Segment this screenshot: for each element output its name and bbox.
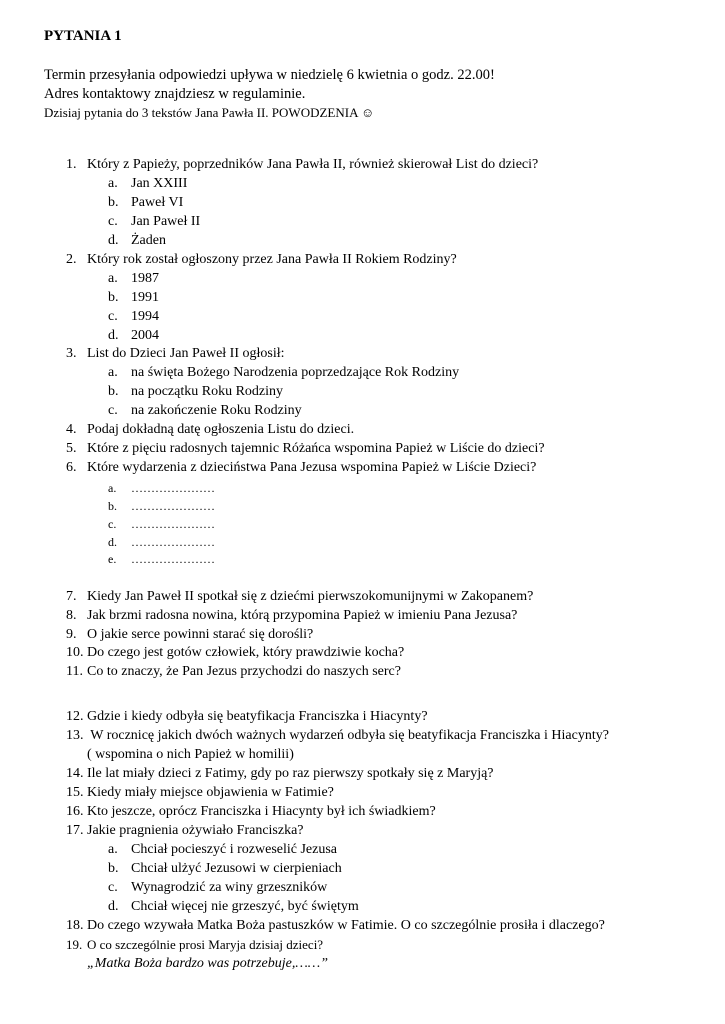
- question-17-option-c: c. Wynagrodzić za winy grzeszników: [108, 880, 328, 895]
- question-text: Które z pięciu radosnych tajemnic Różańca wspomina Papież w Liście do dzieci?: [87, 441, 545, 456]
- question-1-option-c: c. Jan Paweł II: [108, 214, 201, 229]
- question-text: List do Dzieci Jan Paweł II ogłosił:: [87, 346, 285, 361]
- question-1-option-d: d. Żaden: [108, 233, 166, 248]
- question-16: 16. Kto jeszcze, oprócz Franciszka i Hiacynty był ich świadkiem?: [66, 804, 436, 819]
- question-text: Który z Papieży, poprzedników Jana Pawła II, również skierował List do dzieci?: [87, 157, 539, 172]
- question-6: 6. Które wydarzenia z dzieciństwa Pana Jezusa wspomina Papież w Liście Dzieci?: [66, 460, 537, 475]
- question-14: 14. Ile lat miały dzieci z Fatimy, gdy po raz pierwszy spotkały się z Maryją?: [66, 766, 494, 781]
- question-5: 5. Które z pięciu radosnych tajemnic Różańca wspomina Papież w Liście do dzieci?: [66, 441, 545, 456]
- question-1: 1. Który z Papieży, poprzedników Jana Pawła II, również skierował List do dzieci?: [66, 157, 539, 172]
- question-text: Do czego jest gotów człowiek, który prawdziwie kocha?: [87, 645, 405, 660]
- question-10: 10. Do czego jest gotów człowiek, który prawdziwie kocha?: [66, 645, 405, 660]
- question-6-blank-a: a. …………………: [108, 481, 215, 495]
- question-19-quote: „Matka Boża bardzo was potrzebuje,……”: [87, 956, 329, 971]
- question-text: Podaj dokładną datę ogłoszenia Listu do dzieci.: [87, 422, 355, 437]
- intro-deadline: Termin przesyłania odpowiedzi upływa w niedzielę 6 kwietnia o godz. 22.00!: [44, 67, 495, 83]
- question-1-option-a: a. Jan XXIII: [108, 176, 188, 191]
- question-2-option-a: a. 1987: [108, 271, 159, 286]
- question-text: Jak brzmi radosna nowina, którą przypomina Papież w imieniu Pana Jezusa?: [87, 608, 518, 623]
- question-13-note: ( wspomina o nich Papież w homilii): [87, 747, 294, 762]
- question-text: Do czego wzywała Matka Boża pastuszków w Fatimie. O co szczególnie prosiła i dlaczego?: [87, 918, 605, 933]
- question-text: O jakie serce powinni starać się dorośli?: [87, 627, 314, 642]
- question-6-blank-e: e. …………………: [108, 552, 215, 566]
- question-13: 13. W rocznicę jakich dwóch ważnych wydarzeń odbyła się beatyfikacja Franciszka i Hiacynty?: [66, 728, 609, 743]
- question-1-option-b: b. Paweł VI: [108, 195, 184, 210]
- question-15: 15. Kiedy miały miejsce objawienia w Fatimie?: [66, 785, 334, 800]
- question-7: 7. Kiedy Jan Paweł II spotkał się z dziećmi pierwszokomunijnymi w Zakopanem?: [66, 589, 534, 604]
- question-text: Co to znaczy, że Pan Jezus przychodzi do naszych serc?: [87, 664, 401, 679]
- question-17: 17. Jakie pragnienia ożywiało Franciszka?: [66, 823, 304, 838]
- question-11: 11. Co to znaczy, że Pan Jezus przychodzi do naszych serc?: [66, 664, 401, 679]
- question-2: 2. Który rok został ogłoszony przez Jana Pawła II Rokiem Rodziny?: [66, 252, 457, 267]
- question-17-option-a: a. Chciał pocieszyć i rozweselić Jezusa: [108, 842, 338, 857]
- question-text: Które wydarzenia z dzieciństwa Pana Jezusa wspomina Papież w Liście Dzieci?: [87, 460, 537, 475]
- question-text: Kto jeszcze, oprócz Franciszka i Hiacynty był ich świadkiem?: [87, 804, 436, 819]
- question-text: Kiedy miały miejsce objawienia w Fatimie?: [87, 785, 334, 800]
- question-6-blank-c: c. …………………: [108, 517, 215, 531]
- question-text: Który rok został ogłoszony przez Jana Pawła II Rokiem Rodziny?: [87, 252, 457, 267]
- question-17-option-d: d. Chciał więcej nie grzeszyć, być świętym: [108, 899, 359, 914]
- question-3-option-c: c. na zakończenie Roku Rodziny: [108, 403, 302, 418]
- intro-greeting: Dzisiaj pytania do 3 tekstów Jana Pawła II. POWODZENIA ☺: [44, 105, 375, 120]
- intro-block: [44, 66, 495, 121]
- question-text: Gdzie i kiedy odbyła się beatyfikacja Franciszka i Hiacynty?: [87, 709, 428, 724]
- question-text: Jakie pragnienia ożywiało Franciszka?: [87, 823, 304, 838]
- question-4: 4. Podaj dokładną datę ogłoszenia Listu do dzieci.: [66, 422, 355, 437]
- question-6-blank-b: b. …………………: [108, 499, 215, 513]
- question-2-option-d: d. 2004: [108, 328, 159, 343]
- question-3-option-b: b. na początku Roku Rodziny: [108, 384, 284, 399]
- question-19: 19. O co szczególnie prosi Maryja dzisiaj dzieci?: [66, 937, 324, 952]
- intro-contact: Adres kontaktowy znajdziesz w regulaminie.: [44, 86, 306, 102]
- question-3: 3. List do Dzieci Jan Paweł II ogłosił:: [66, 346, 285, 361]
- question-18: 18. Do czego wzywała Matka Boża pastuszków w Fatimie. O co szczególnie prosiła i dlaczego?: [66, 918, 605, 933]
- question-3-option-a: a. na święta Bożego Narodzenia poprzedzające Rok Rodziny: [108, 365, 460, 380]
- question-text: W rocznicę jakich dwóch ważnych wydarzeń odbyła się beatyfikacja Franciszka i Hiacynty?: [87, 728, 609, 743]
- question-6-blank-d: d. …………………: [108, 535, 215, 549]
- question-2-option-b: b. 1991: [108, 290, 159, 305]
- question-12: 12. Gdzie i kiedy odbyła się beatyfikacja Franciszka i Hiacynty?: [66, 709, 428, 724]
- question-9: 9. O jakie serce powinni starać się dorośli?: [66, 627, 314, 642]
- question-text: O co szczególnie prosi Maryja dzisiaj dzieci?: [87, 937, 324, 952]
- question-8: 8. Jak brzmi radosna nowina, którą przypomina Papież w imieniu Pana Jezusa?: [66, 608, 518, 623]
- question-2-option-c: c. 1994: [108, 309, 159, 324]
- question-text: Kiedy Jan Paweł II spotkał się z dziećmi pierwszokomunijnymi w Zakopanem?: [87, 589, 534, 604]
- page-title: PYTANIA 1: [44, 28, 122, 44]
- question-17-option-b: b. Chciał ulżyć Jezusowi w cierpieniach: [108, 861, 342, 876]
- question-text: Ile lat miały dzieci z Fatimy, gdy po raz pierwszy spotkały się z Maryją?: [87, 766, 494, 781]
